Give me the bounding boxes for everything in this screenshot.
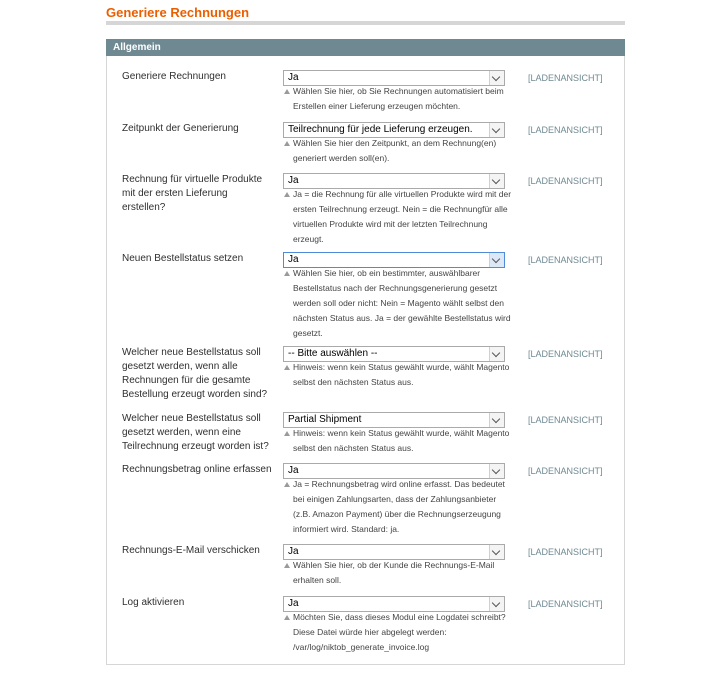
chevron-down-icon [489,464,504,478]
field-label: Log aktivieren [122,597,185,608]
field-label: Welcher neue Bestellstatus soll gesetzt werden, wenn eine Teilrechnung erzeugt worden ist? [122,413,269,452]
field-hint: Wählen Sie hier, ob Sie Rechnungen automatisiert beim Erstellen einer Lieferung erzeugen möchten. [283,84,515,114]
chevron-down-icon [489,123,504,137]
field-hint: Hinweis: wenn kein Status gewählt wurde, wählt Magento selbst den nächsten Status aus. [283,360,515,390]
field-hint: Wählen Sie hier den Zeitpunkt, an dem Rechnung(en) generiert werden soll(en). [283,136,515,166]
field-label: Rechnungs-E-Mail verschicken [122,545,260,556]
field-hint: Wählen Sie hier, ob der Kunde die Rechnungs-E-Mail erhalten soll. [283,558,515,588]
hint-triangle-icon [284,365,290,370]
field-hint: Hinweis: wenn kein Status gewählt wurde, wählt Magento selbst den nächsten Status aus. [283,426,515,456]
hint-triangle-icon [284,482,290,487]
scope-label: [LADENANSICHT] [528,73,603,83]
field-label: Zeitpunkt der Generierung [122,123,239,134]
scope-label: [LADENANSICHT] [528,466,603,476]
select-value: Ja [288,546,299,557]
scope-label: [LADENANSICHT] [528,415,603,425]
field-hint: Wählen Sie hier, ob ein bestimmter, auswählbarer Bestellstatus nach der Rechnungsgenerierung gesetzt werden soll oder nicht: Nein = Magento wählt selbst den nächsten Status aus. Ja = der gewählte Bestellstatus wird gesetzt. [283,266,515,341]
chevron-down-icon [489,413,504,427]
chevron-down-icon [489,174,504,188]
field-label: Welcher neue Bestellstatus soll gesetzt werden, wenn alle Rechnungen für die gesamte Bestellung erzeugt worden sind? [122,347,268,400]
section-header-allgemein[interactable]: Allgemein [106,39,625,56]
hint-triangle-icon [284,89,290,94]
scope-label: [LADENANSICHT] [528,547,603,557]
field-label: Generiere Rechnungen [122,71,226,82]
select-value: Ja [288,598,299,609]
scope-label: [LADENANSICHT] [528,599,603,609]
field-label: Rechnungsbetrag online erfassen [122,464,272,475]
title-divider [106,21,625,25]
hint-triangle-icon [284,431,290,436]
select-value: -- Bitte auswählen -- [288,348,378,359]
field-hint: Ja = Rechnungsbetrag wird online erfasst. Das bedeutet bei einigen Zahlungsarten, dass der Zahlungsanbieter (z.B. Amazon Payment) über die Rechnungserzeugung informiert wird. Standard: ja. [283,477,515,537]
chevron-down-icon [489,347,504,361]
scope-label: [LADENANSICHT] [528,255,603,265]
hint-triangle-icon [284,563,290,568]
select-value: Ja [288,254,299,265]
select-value: Ja [288,465,299,476]
field-label: Neuen Bestellstatus setzen [122,253,244,264]
scope-label: [LADENANSICHT] [528,176,603,186]
field-hint: Ja = die Rechnung für alle virtuellen Produkte wird mit der ersten Teilrechnung erzeugt. Nein = die Rechnungfür alle virtuellen Produkte wird mit der letzten Teilrechnung erzeugt. [283,187,515,247]
select-value: Ja [288,72,299,83]
scope-label: [LADENANSICHT] [528,125,603,135]
field-hint: Möchten Sie, dass dieses Modul eine Logdatei schreibt? Diese Datei würde hier abgelegt werden: /var/log/niktob_generate_invoice.log [283,610,515,655]
select-value: Teilrechnung für jede Lieferung erzeugen. [288,124,473,135]
scope-label: [LADENANSICHT] [528,349,603,359]
chevron-down-icon [489,253,504,267]
chevron-down-icon [489,545,504,559]
page-title: Generiere Rechnungen [106,5,250,20]
chevron-down-icon [489,71,504,85]
select-value: Partial Shipment [288,414,362,425]
select-value: Ja [288,175,299,186]
chevron-down-icon [489,597,504,611]
hint-triangle-icon [284,615,290,620]
hint-triangle-icon [284,192,290,197]
hint-triangle-icon [284,271,290,276]
hint-triangle-icon [284,141,290,146]
field-label: Rechnung für virtuelle Produkte mit der ersten Lieferung erstellen? [122,174,263,213]
